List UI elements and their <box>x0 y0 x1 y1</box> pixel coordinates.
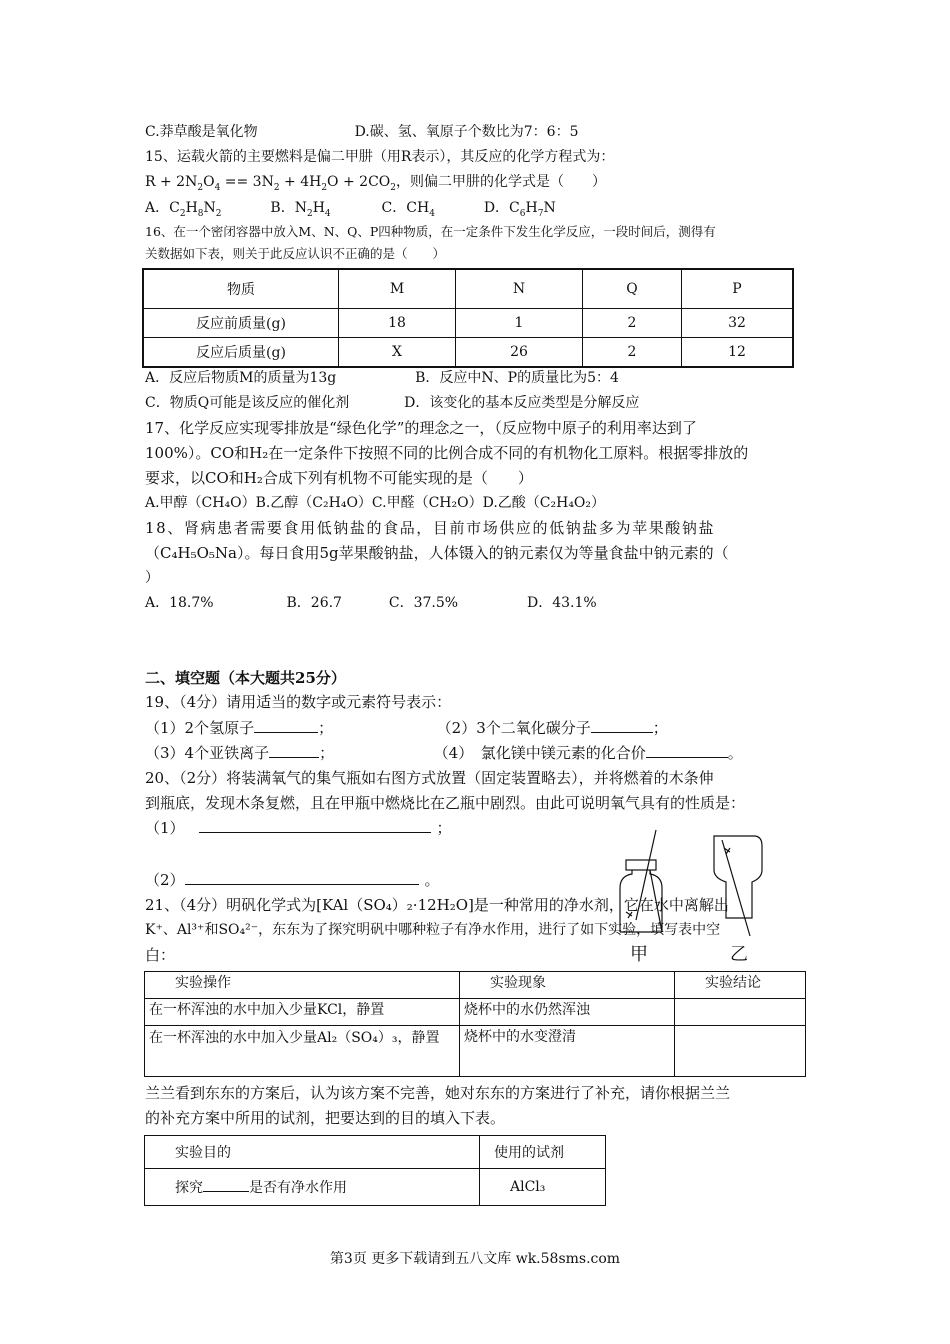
table-cell: 实验结论 <box>675 972 806 999</box>
table-cell: 实验操作 <box>145 972 460 999</box>
table-cell: 烧杯中的水变澄清 <box>460 1026 675 1077</box>
q20-answer2: （2） 。 <box>145 871 440 889</box>
q21-line2: K⁺、Al³⁺和SO₄²⁻，东东为了探究明矾中哪种粒子有净水作用，进行了如下实验，填写表中空 <box>145 922 721 938</box>
table-row <box>143 309 793 338</box>
q15-equation: $R + 2N_2O_4 == 3N_2 + 4H_2O + 2CO_2$，则偏二甲肼的化学式是（ ） <box>145 174 606 193</box>
table-cell: 在一杯浑浊的水中加入少量Al₂（SO₄）₃，静置 <box>145 1026 460 1077</box>
q15-option-a: A．$C_2H_8N_2$ <box>145 200 222 219</box>
q19-row1: （1）2个氢原子 ； （2）3个二氧化碳分子 ； <box>145 719 668 737</box>
q17-line1: 17、化学反应实现零排放是“绿色化学”的理念之一，（反应物中原子的利用率达到了 <box>145 419 697 437</box>
table-cell: M <box>339 269 456 309</box>
q15-option-b: B．$N_2H_4$ <box>270 200 331 219</box>
q16-option-b: B．反应中N、P的质量比为5：4 <box>415 370 619 386</box>
table-cell: 12 <box>682 338 794 368</box>
q18-line3: ） <box>145 570 159 586</box>
table-cell: 26 <box>456 338 583 368</box>
q17-line3: 要求，以CO和H₂合成下列有机物不可能实现的是（ ） <box>145 469 533 487</box>
q21-table2 <box>144 1135 606 1206</box>
q16-options-ab <box>145 368 619 388</box>
table-row <box>145 1169 606 1206</box>
q18-option-c: C．37.5% <box>388 595 459 611</box>
q18-options <box>145 593 597 613</box>
q15-option-d: D．$C_6H_7N$ <box>483 200 556 219</box>
table-cell: 物质 <box>143 269 339 309</box>
table-cell[interactable] <box>675 1026 806 1077</box>
q14-option-c: C.莽草酸是氧化物 <box>145 124 258 140</box>
q19-row2: （3）4个亚铁离子 ； （4） 氯化镁中镁元素的化合价 。 <box>145 744 743 762</box>
table-cell: N <box>456 269 583 309</box>
table-header-row <box>145 1136 606 1169</box>
table-cell: 反应前质量(g) <box>143 309 339 338</box>
table-cell: 实验现象 <box>460 972 675 999</box>
q20-line2: 到瓶底，发现木条复燃，且在甲瓶中燃烧比在乙瓶中剧烈。由此可说明氧气具有的性质是： <box>145 794 746 812</box>
table-cell: 在一杯浑浊的水中加入少量KCl，静置 <box>145 999 460 1026</box>
table-cell: AlCl₃ <box>480 1169 606 1206</box>
table-cell: X <box>339 338 456 368</box>
table-row <box>143 338 793 368</box>
table-header-row <box>145 972 806 999</box>
answer-blank[interactable] <box>185 870 419 885</box>
q18-line1: 18、肾病患者需要食用低钠盐的食品，目前市场供应的低钠盐多为苹果酸钠盐 <box>145 519 716 537</box>
q15-options <box>145 198 556 218</box>
table-row <box>145 1026 806 1077</box>
answer-blank[interactable] <box>203 1177 249 1192</box>
q16-option-d: D．该变化的基本反应类型是分解反应 <box>404 395 640 411</box>
table-cell: Q <box>583 269 682 309</box>
table-cell: 18 <box>339 309 456 338</box>
section-title: 二、填空题（本大题共25分） <box>145 669 346 687</box>
q18-option-b: B．26.7 <box>286 595 342 611</box>
q16-table <box>142 268 794 368</box>
table-cell: P <box>682 269 794 309</box>
page-footer: 第3页 更多下载请到五八文库 wk.58sms.com <box>329 1251 621 1267</box>
q16-option-a: A．反应后物质M的质量为13g <box>145 370 337 386</box>
table-row <box>145 999 806 1026</box>
q15-stem: 15、运载火箭的主要燃料是偏二甲肼（用R表示），其反应的化学方程式为： <box>145 149 615 165</box>
q17-options: A.甲醇（CH₄O）B.乙醇（C₂H₄O）C.甲醛（CH₂O）D.乙酸（C₂H₄O₂） <box>145 495 606 511</box>
answer-blank[interactable] <box>269 743 319 758</box>
q18-option-a: A．18.7% <box>145 595 214 611</box>
table-cell: 反应后质量(g) <box>143 338 339 368</box>
table-cell: 烧杯中的水仍然浑浊 <box>460 999 675 1026</box>
answer-blank[interactable] <box>591 718 653 733</box>
table-cell: 2 <box>583 338 682 368</box>
answer-blank[interactable] <box>254 718 318 733</box>
q20-line1: 20、（2分）将装满氧气的集气瓶如右图方式放置（固定装置略去），并将燃着的木条伸 <box>145 769 714 787</box>
q14-option-d: D.碳、氢、氧原子个数比为7：6：5 <box>354 124 579 140</box>
q14-options <box>145 122 578 142</box>
table-cell: 1 <box>456 309 583 338</box>
q16-options-cd <box>145 393 639 413</box>
table-cell: 使用的试剂 <box>480 1136 606 1169</box>
bottle-jia-icon <box>620 830 662 932</box>
answer-blank[interactable] <box>199 818 431 833</box>
q18-option-d: D．43.1% <box>526 595 597 611</box>
fig-label-yi: 乙 <box>730 944 748 965</box>
q18-line2: （C₄H₅O₅Na）。每日食用5g苹果酸钠盐，人体镊入的钠元素仅为等量食盐中钠元素的（ <box>145 544 729 562</box>
bottle-yi-icon <box>714 836 762 936</box>
q20-answer1: （1） ； <box>145 819 452 837</box>
q21-line1: 21、（4分）明矾化学式为[KAl（SO₄）₂·12H₂O]是一种常用的净水剂，它在水中离解出 <box>145 896 729 914</box>
table-cell: 32 <box>682 309 794 338</box>
q19-stem: 19、（4分）请用适当的数字或元素符号表示： <box>145 693 452 711</box>
q15-option-c: C．$CH_4$ <box>381 200 435 219</box>
answer-blank[interactable] <box>646 743 728 758</box>
q21-line3: 白： <box>145 946 176 964</box>
q17-line2: 100%）。CO和H₂在一定条件下按照不同的比例合成不同的有机物化工原料。根据零排放的 <box>145 444 749 462</box>
table-cell: 实验目的 <box>145 1136 480 1169</box>
q21-after2: 的补充方案中所用的试剂，把要达到的目的填入下表。 <box>145 1109 506 1127</box>
q21-after1: 兰兰看到东东的方案后，认为该方案不完善，她对东东的方案进行了补充，请你根据兰兰 <box>145 1084 731 1102</box>
table-cell[interactable] <box>675 999 806 1026</box>
fig-label-jia: 甲 <box>630 944 648 965</box>
table-header-row <box>143 269 793 309</box>
table-cell: 探究 是否有净水作用 <box>145 1169 480 1206</box>
q21-table <box>144 971 806 1077</box>
table-cell: 2 <box>583 309 682 338</box>
q16-option-c: C．物质Q可能是该反应的催化剂 <box>145 395 350 411</box>
q16-stem-line2: 关数据如下表，则关于此反应认识不正确的是（ ） <box>145 246 446 261</box>
q16-stem-line1: 16、在一个密闭容器中放入M、N、Q、P四种物质，在一定条件下发生化学反应，一段时间后，测得有 <box>145 224 716 239</box>
